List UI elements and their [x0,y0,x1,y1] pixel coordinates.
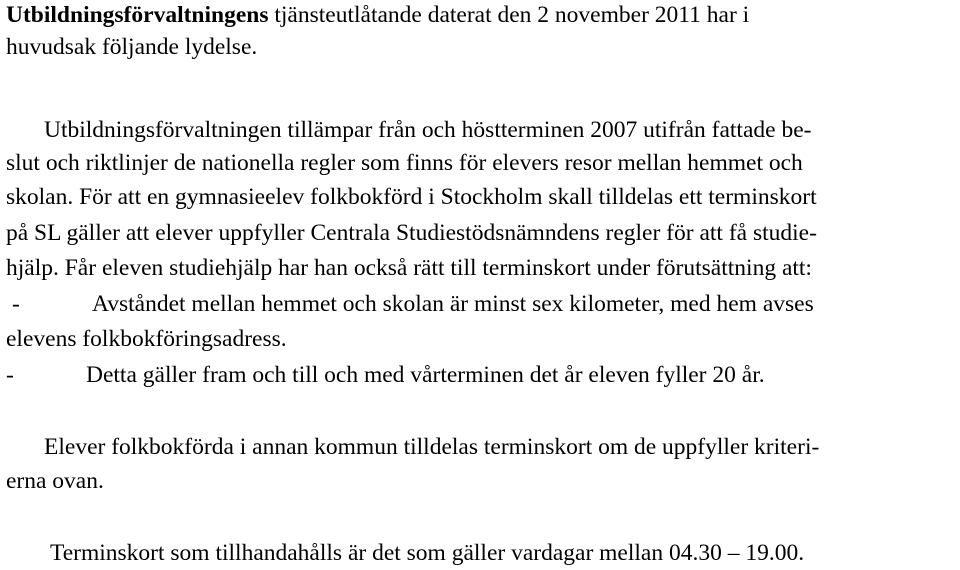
paragraph-1-line-3: skolan. För att en gymnasieelev folkbokförd i Stockholm skall tilldelas ett terminskort [6,184,817,210]
paragraph-2-line-2: erna ovan. [6,468,104,494]
paragraph-2-line-1: Elever folkbokförda i annan kommun tilldelas terminskort om de uppfyller kriteri- [44,434,820,460]
paragraph-1-line-5: hjälp. Får eleven studiehjälp har han också rätt till terminskort under förutsättning att: [6,255,812,281]
intro-line-1 [6,0,749,30]
condition-item-2-text: Detta gäller fram och till och med vårterminen det år eleven fyller 20 år. [86,362,765,388]
intro-bold-title: Utbildningsförvaltningens [6,2,269,28]
bullet-dash: - [6,362,14,388]
paragraph-3-line-1: Terminskort som tillhandahålls är det som gäller vardagar mellan 04.30 – 19.00. [50,540,805,566]
bullet-dash: - [12,291,20,317]
intro-line-2: huvudsak följande lydelse. [6,34,258,60]
condition-item-2 [6,360,765,390]
condition-item-1-line-2: elevens folkbokföringsadress. [6,326,287,352]
intro-line-1-text: tjänsteutlåtande daterat den 2 november 2011 har i [268,2,750,28]
paragraph-1-line-2: slut och riktlinjer de nationella regler som finns för elevers resor mellan hemmet och [6,150,803,176]
paragraph-1-line-1: Utbildningsförvaltningen tillämpar från och höstterminen 2007 utifrån fattade be- [44,117,812,143]
paragraph-1-line-4: på SL gäller att elever uppfyller Centrala Studiestödsnämndens regler för att få studie- [6,220,817,246]
condition-item-1-text: Avståndet mellan hemmet och skolan är minst sex kilometer, med hem avses [92,291,814,317]
condition-item-1-line-1 [12,289,814,319]
